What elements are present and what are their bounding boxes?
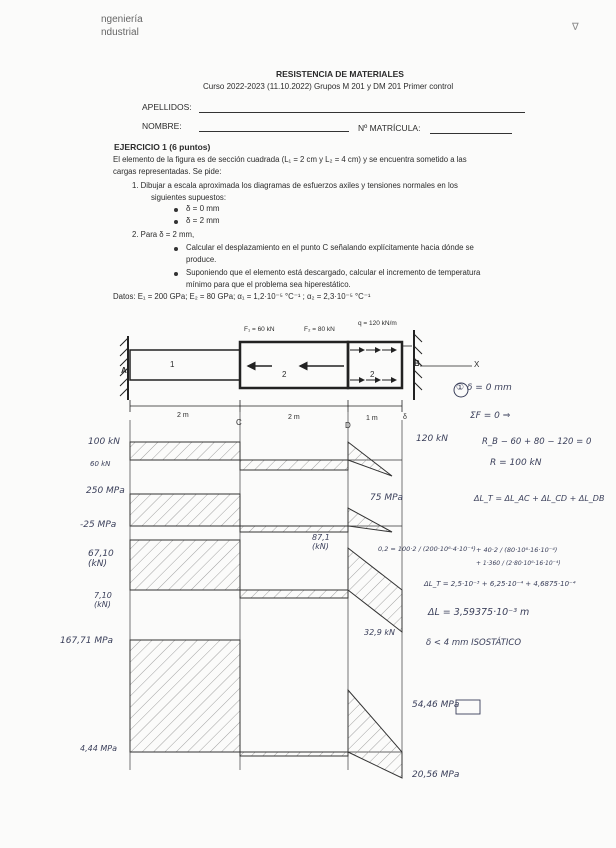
name-label: NOMBRE:: [142, 121, 182, 131]
dim-2-label: 2 m: [288, 414, 300, 421]
hw-n-top: 100 kN: [88, 437, 120, 447]
load-q-label: q = 120 kN/m: [358, 320, 397, 327]
hw-n2-low: 32,9 kN: [364, 628, 395, 637]
item2-a-line-2: produce.: [186, 255, 217, 264]
hw-s-right: 75 MPa: [370, 493, 404, 503]
stress-diagram-1: [130, 494, 402, 532]
point-d-label: D: [345, 421, 351, 430]
item1-line-2: siguientes supuestos:: [151, 193, 226, 202]
segment-3-label: 2: [370, 370, 375, 379]
hw-eq5: ΔL_T = ΔL_AC + ΔL_CD + ΔL_DB: [474, 494, 605, 503]
enrolment-label: Nº MATRÍCULA:: [358, 123, 421, 133]
axis-x-label: X: [474, 360, 480, 369]
hw-s-mid: -25 MPa: [80, 520, 117, 530]
item2-b-line-1: Suponiendo que el elemento está descargado, calcular el incremento de temperatura: [186, 268, 481, 277]
item2-line-1: 2. Para δ = 2 mm,: [132, 230, 195, 239]
item1-line-1: 1. Dibujar a escala aproximada los diagramas de esfuerzos axiles y tensiones normales en los: [132, 181, 458, 190]
surname-label: APELLIDOS:: [142, 102, 192, 112]
hw-eq6a: 0,2 = 100·2 / (200·10⁶·4·10⁻⁴): [378, 545, 476, 553]
hw-eq6c: + 1·360 / (2·80·10⁶·16·10⁻⁴): [476, 560, 561, 567]
hw-eq4: R = 100 kN: [490, 458, 542, 468]
segment-1-label: 1: [170, 360, 175, 369]
hw-n2-right: 87,1 (kN): [312, 533, 330, 551]
data-line: Datos: E₁ = 200 GPa; E₂ = 80 GPa; α₁ = 1,2·10⁻⁵ °C⁻¹ ; α₂ = 2,3·10⁻⁵ °C⁻¹: [113, 292, 371, 301]
point-a-label: A: [121, 366, 127, 375]
hw-s2-low: 20,56 MPa: [412, 770, 460, 780]
hw-eq2: ΣF = 0 ⇒: [470, 411, 511, 421]
load-f2-label: F₂ = 80 kN: [304, 326, 335, 333]
item1-case-a: δ = 0 mm: [186, 204, 220, 213]
intro-line-2: cargas representadas. Se pide:: [113, 167, 222, 176]
load-f1-label: F₁ = 60 kN: [244, 326, 275, 333]
point-c-label: C: [236, 418, 242, 427]
axial-diagram-1: [130, 442, 402, 476]
hw-n2-top: 67,10 (kN): [88, 549, 114, 569]
hw-eq3: R_B − 60 + 80 − 120 = 0: [482, 437, 592, 447]
stress-diagram-2: [130, 640, 402, 778]
dimension-line: [130, 400, 402, 412]
item2-a-line-1: Calcular el desplazamiento en el punto C señalando explícitamente hacia dónde se: [186, 243, 474, 252]
hw-s-top: 250 MPa: [86, 486, 125, 496]
hw-n-right-top: 120 kN: [416, 434, 448, 444]
hw-eq8: ΔL = 3,59375·10⁻³ m: [428, 607, 530, 618]
segment-2-bar: [240, 342, 348, 388]
axial-diagram-2: [130, 540, 402, 632]
page-title: RESISTENCIA DE MATERIALES: [276, 69, 404, 79]
hw-s2-right: 54,46 MPa: [412, 700, 460, 710]
hw-s2-top: 167,71 MPa: [60, 636, 114, 646]
hw-eq6b: + 40·2 / (80·10⁶·16·10⁻⁴): [476, 546, 558, 554]
corner-mark: ∇: [572, 22, 579, 33]
point-b-label: B: [414, 359, 420, 368]
dim-3-label: 1 m: [366, 415, 378, 422]
boxed-annotation: [456, 700, 480, 714]
hw-eq7: ΔL_T = 2,5·10⁻³ + 6,25·10⁻⁴ + 4,6875·10⁻⁴: [424, 580, 576, 588]
hw-n-top-b: 60 kN: [90, 460, 111, 468]
org-line-2: ndustrial: [101, 27, 139, 38]
delta-label: δ: [403, 414, 407, 421]
segment-3-bar: [348, 342, 402, 388]
course-line: Curso 2022-2023 (11.10.2022) Grupos M 201 y DM 201 Primer control: [203, 82, 454, 91]
segment-1-bar: [130, 350, 240, 380]
item1-case-b: δ = 2 mm: [186, 216, 220, 225]
intro-line-1: El elemento de la figura es de sección cuadrada (L₁ = 2 cm y L₂ = 4 cm) y se encuentra sometido a las: [113, 155, 467, 164]
hw-n2-bottom: 7,10 (kN): [94, 591, 112, 609]
org-line-1: ngeniería: [101, 14, 143, 25]
segment-2-label: 2: [282, 370, 287, 379]
hw-s2-left: 4,44 MPa: [80, 744, 117, 753]
hw-eq9: δ < 4 mm ISOSTÁTICO: [426, 638, 522, 648]
hw-eq1: ① δ = 0 mm: [456, 383, 512, 393]
item2-b-line-2: mínimo para que el problema sea hiperestático.: [186, 280, 351, 289]
dim-1-label: 2 m: [177, 412, 189, 419]
exercise-heading: EJERCICIO 1 (6 puntos): [114, 142, 211, 152]
